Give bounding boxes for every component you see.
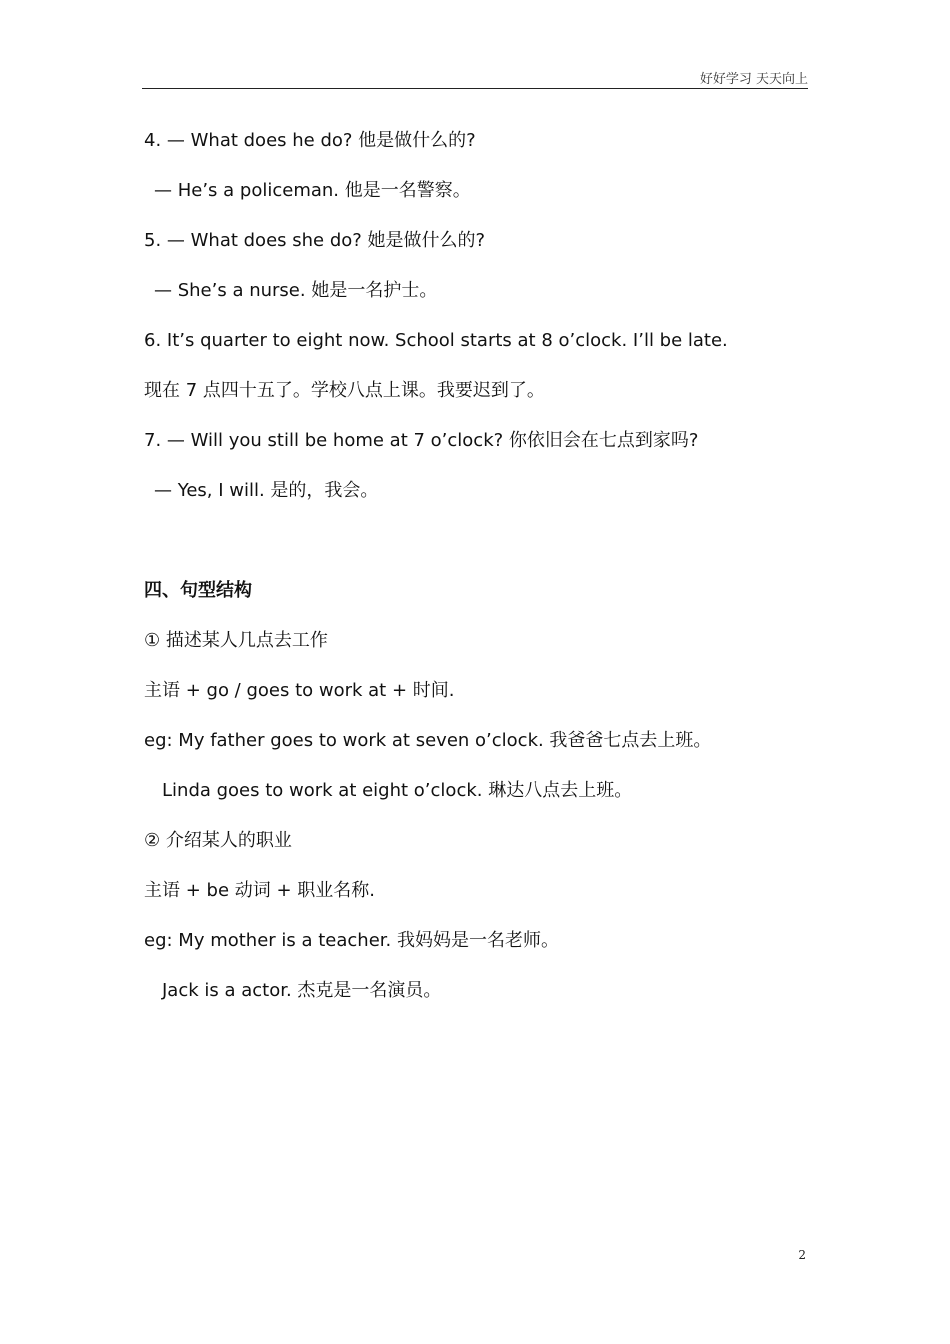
page-number: 2 <box>798 1248 806 1262</box>
text-line-pattern-2-title: ② 介绍某人的职业 <box>144 830 292 851</box>
text-line-answer-4: — He’s a policeman. 他是一名警察。 <box>154 180 471 201</box>
text-line-question-4: 4. — What does he do? 他是做什么的? <box>144 130 476 151</box>
text-line-sentence-6: 6. It’s quarter to eight now. School starts at 8 o’clock. I’ll be late. <box>144 330 728 351</box>
text-line-pattern-1-formula: 主语 + go / goes to work at + 时间. <box>144 680 455 701</box>
text-line-answer-7: — Yes, I will. 是的，我会。 <box>154 480 379 501</box>
text-line-pattern-2-example-2: Jack is a actor. 杰克是一名演员。 <box>162 980 442 1001</box>
document-body <box>144 126 824 1026</box>
section-heading: 四、句型结构 <box>144 580 252 601</box>
text-line-pattern-1-title: ① 描述某人几点去工作 <box>144 630 328 651</box>
text-line-question-5: 5. — What does she do? 她是做什么的? <box>144 230 486 251</box>
text-line-pattern-2-example-1: eg: My mother is a teacher. 我妈妈是一名老师。 <box>144 930 559 951</box>
text-line-pattern-1-example-1: eg: My father goes to work at seven o’clock. 我爸爸七点去上班。 <box>144 730 712 751</box>
text-line-pattern-1-example-2: Linda goes to work at eight o’clock. 琳达八点去上班。 <box>162 780 633 801</box>
text-line-pattern-2-formula: 主语 + be 动词 + 职业名称. <box>144 880 375 901</box>
text-line-answer-5: — She’s a nurse. 她是一名护士。 <box>154 280 438 301</box>
blank-line <box>144 526 824 576</box>
text-line-question-7: 7. — Will you still be home at 7 o’clock? 你依旧会在七点到家吗? <box>144 430 699 451</box>
page-header-text: 好好学习 天天向上 <box>699 72 808 87</box>
text-line-translation-6: 现在 7 点四十五了。学校八点上课。我要迟到了。 <box>144 380 545 401</box>
header-rule <box>142 88 808 89</box>
